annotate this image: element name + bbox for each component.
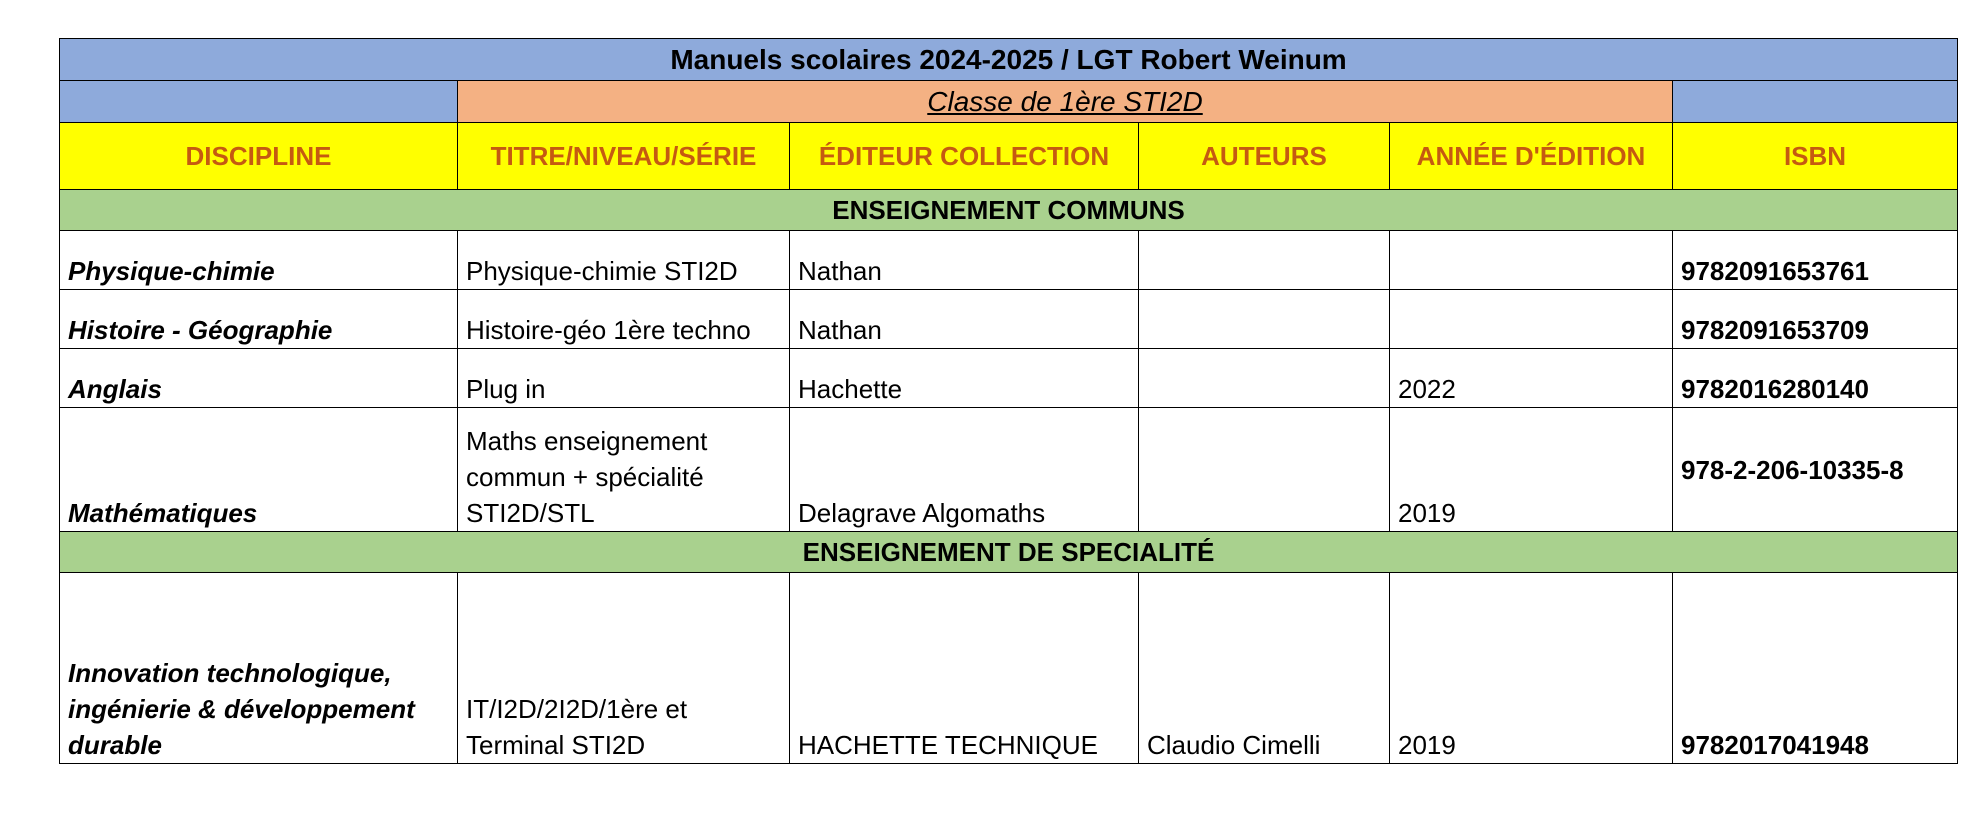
annee-cell: 2019 <box>1390 408 1673 532</box>
annee-cell: 2019 <box>1390 573 1673 764</box>
table-row <box>60 408 1958 532</box>
section-header-communs <box>60 190 1958 231</box>
section-label: ENSEIGNEMENT DE SPECIALITÉ <box>60 532 1958 573</box>
discipline-cell: Histoire - Géographie <box>60 290 458 349</box>
class-row-right-blank <box>1673 81 1958 123</box>
section-header-specialite <box>60 532 1958 573</box>
titre-cell: Histoire-géo 1ère techno <box>458 290 790 349</box>
table-row <box>60 290 1958 349</box>
annee-cell <box>1390 231 1673 290</box>
class-label: Classe de 1ère STI2D <box>458 81 1673 123</box>
auteurs-cell <box>1139 231 1390 290</box>
class-row-left-blank <box>60 81 458 123</box>
column-header-row <box>60 123 1958 190</box>
column-header-titre: TITRE/NIVEAU/SÉRIE <box>458 123 790 190</box>
editeur-cell: Nathan <box>790 290 1139 349</box>
auteurs-cell <box>1139 290 1390 349</box>
titre-cell: Plug in <box>458 349 790 408</box>
editeur-cell: HACHETTE TECHNIQUE <box>790 573 1139 764</box>
titre-cell: IT/I2D/2I2D/1ère et Terminal STI2D <box>458 573 790 764</box>
class-row <box>60 81 1958 123</box>
isbn-cell: 978-2-206-10335-8 <box>1673 408 1958 532</box>
column-header-auteurs: AUTEURS <box>1139 123 1390 190</box>
auteurs-cell <box>1139 408 1390 532</box>
discipline-cell: Physique-chimie <box>60 231 458 290</box>
booklist-table <box>59 38 1958 764</box>
table-row <box>60 349 1958 408</box>
column-header-annee: ANNÉE D'ÉDITION <box>1390 123 1673 190</box>
table-row <box>60 231 1958 290</box>
isbn-cell: 9782017041948 <box>1673 573 1958 764</box>
column-header-editeur: ÉDITEUR COLLECTION <box>790 123 1139 190</box>
column-header-isbn: ISBN <box>1673 123 1958 190</box>
isbn-cell: 9782091653709 <box>1673 290 1958 349</box>
table-row <box>60 573 1958 764</box>
editeur-cell: Delagrave Algomaths <box>790 408 1139 532</box>
editeur-cell: Nathan <box>790 231 1139 290</box>
discipline-cell: Innovation technologique, ingénierie & développement durable <box>60 573 458 764</box>
annee-cell <box>1390 290 1673 349</box>
auteurs-cell: Claudio Cimelli <box>1139 573 1390 764</box>
discipline-cell: Mathématiques <box>60 408 458 532</box>
titre-cell: Maths enseignement commun + spécialité STI2D/STL <box>458 408 790 532</box>
column-header-discipline: DISCIPLINE <box>60 123 458 190</box>
document-title: Manuels scolaires 2024-2025 / LGT Robert Weinum <box>60 39 1958 81</box>
title-row <box>60 39 1958 81</box>
section-label: ENSEIGNEMENT COMMUNS <box>60 190 1958 231</box>
editeur-cell: Hachette <box>790 349 1139 408</box>
discipline-cell: Anglais <box>60 349 458 408</box>
titre-cell: Physique-chimie STI2D <box>458 231 790 290</box>
annee-cell: 2022 <box>1390 349 1673 408</box>
isbn-cell: 9782016280140 <box>1673 349 1958 408</box>
auteurs-cell <box>1139 349 1390 408</box>
isbn-cell: 9782091653761 <box>1673 231 1958 290</box>
